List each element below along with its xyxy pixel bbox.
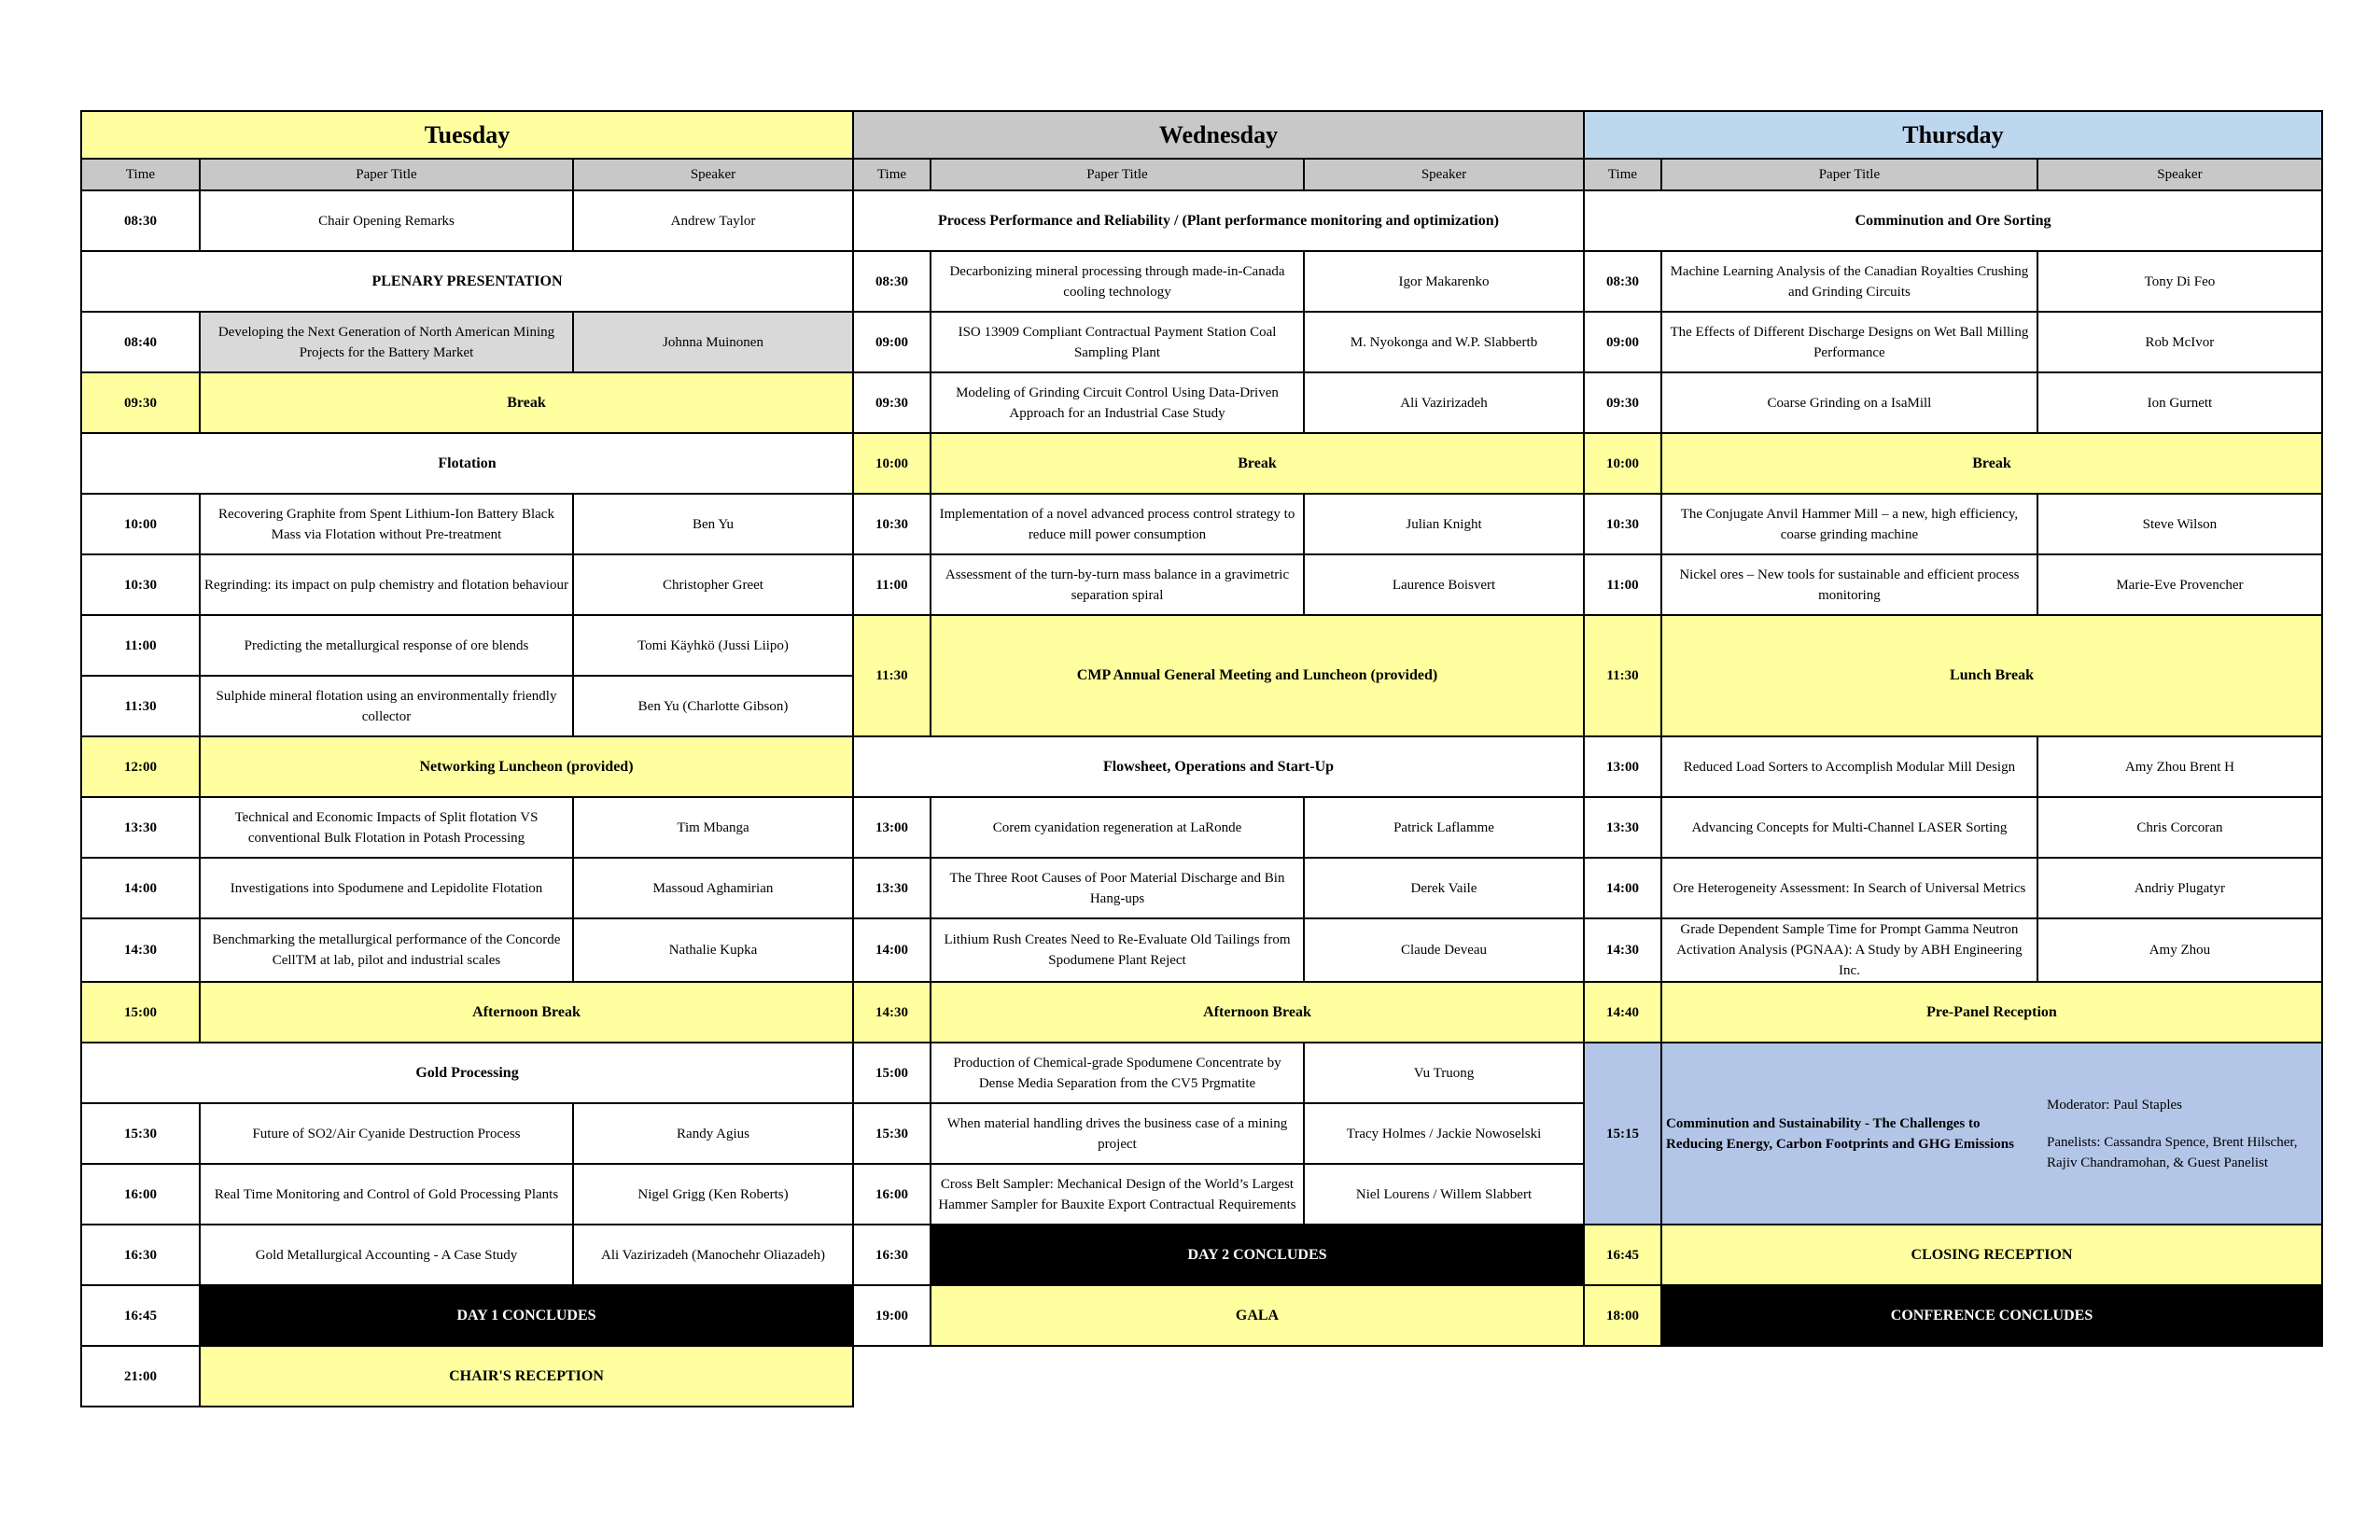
- paper-title: Real Time Monitoring and Control of Gold Processing Plants: [200, 1164, 573, 1225]
- speaker: Nigel Grigg (Ken Roberts): [573, 1164, 853, 1225]
- session-time: 09:30: [1584, 372, 1661, 433]
- closing-reception: CLOSING RECEPTION: [1661, 1225, 2322, 1285]
- session-time: 15:15: [1584, 1043, 1661, 1225]
- speaker: M. Nyokonga and W.P. Slabbertb: [1304, 312, 1584, 372]
- paper-title: Technical and Economic Impacts of Split flotation VS conventional Bulk Flotation in Potash Processing: [200, 797, 573, 858]
- day-wednesday: Wednesday: [853, 111, 1584, 159]
- speaker: Steve Wilson: [2037, 494, 2322, 554]
- session-time: 11:00: [853, 554, 931, 615]
- col-speaker: Speaker: [1304, 159, 1584, 190]
- col-speaker: Speaker: [573, 159, 853, 190]
- session-time: 08:40: [81, 312, 200, 372]
- paper-title: Sulphide mineral flotation using an environmentally friendly collector: [200, 676, 573, 736]
- table-row: [81, 858, 2322, 918]
- speaker: Amy Zhou: [2037, 918, 2322, 982]
- session-time: 13:00: [853, 797, 931, 858]
- table-row: [81, 797, 2322, 858]
- session-time: 12:00: [81, 736, 200, 797]
- speaker: Ion Gurnett: [2037, 372, 2322, 433]
- chairs-reception: CHAIR'S RECEPTION: [200, 1346, 853, 1407]
- session-time: 14:30: [853, 982, 931, 1043]
- speaker: Christopher Greet: [573, 554, 853, 615]
- schedule-table: [80, 110, 2323, 1407]
- session-time: 19:00: [853, 1285, 931, 1346]
- table-row: [81, 1225, 2322, 1285]
- panel-session: [1661, 1043, 2322, 1225]
- session-time: 15:30: [853, 1103, 931, 1164]
- col-speaker: Speaker: [2037, 159, 2322, 190]
- table-row: [81, 982, 2322, 1043]
- session-time: 14:40: [1584, 982, 1661, 1043]
- col-paper-title: Paper Title: [931, 159, 1304, 190]
- speaker: Tomi Käyhkö (Jussi Liipo): [573, 615, 853, 676]
- paper-title: Cross Belt Sampler: Mechanical Design of the World’s Largest Hammer Sampler for Bauxite Export Contractual Requirements: [931, 1164, 1304, 1225]
- lunch-break: Lunch Break: [1661, 615, 2322, 736]
- session-time: 10:30: [853, 494, 931, 554]
- speaker: Andrew Taylor: [573, 190, 853, 251]
- networking-luncheon: Networking Luncheon (provided): [200, 736, 853, 797]
- speaker: Johnna Muinonen: [573, 312, 853, 372]
- session-time: 13:30: [81, 797, 200, 858]
- table-row: [81, 190, 2322, 251]
- panel-title: Comminution and Sustainability - The Challenges to Reducing Energy, Carbon Footprints and GHG Emissions: [1666, 1115, 2014, 1152]
- paper-title: When material handling drives the business case of a mining project: [931, 1103, 1304, 1164]
- table-row: [81, 615, 2322, 676]
- day-1-concludes: DAY 1 CONCLUDES: [200, 1285, 853, 1346]
- paper-title: Future of SO2/Air Cyanide Destruction Process: [200, 1103, 573, 1164]
- paper-title: Benchmarking the metallurgical performance of the Concorde CellTM at lab, pilot and industrial scales: [200, 918, 573, 982]
- speaker: Tracy Holmes / Jackie Nowoselski: [1304, 1103, 1584, 1164]
- speaker: Laurence Boisvert: [1304, 554, 1584, 615]
- speaker: Ali Vazirizadeh: [1304, 372, 1584, 433]
- session-time: 09:00: [853, 312, 931, 372]
- speaker: Claude Deveau: [1304, 918, 1584, 982]
- table-row: [81, 736, 2322, 797]
- agm-luncheon: CMP Annual General Meeting and Luncheon (provided): [931, 615, 1584, 736]
- session-time: 10:00: [853, 433, 931, 494]
- speaker: Derek Vaile: [1304, 858, 1584, 918]
- session-time: 09:00: [1584, 312, 1661, 372]
- panel-panelists: Panelists: Cassandra Spence, Brent Hilscher, Rajiv Chandramohan, & Guest Panelist: [2047, 1134, 2298, 1170]
- speaker: Julian Knight: [1304, 494, 1584, 554]
- panel-moderator: Moderator: Paul Staples: [2047, 1097, 2182, 1113]
- session-time: 13:30: [1584, 797, 1661, 858]
- col-time: Time: [81, 159, 200, 190]
- session-time: 14:00: [81, 858, 200, 918]
- session-time: 09:30: [81, 372, 200, 433]
- blank-cell: [853, 1346, 2322, 1407]
- speaker: Vu Truong: [1304, 1043, 1584, 1103]
- table-row: [81, 494, 2322, 554]
- session-time: 08:30: [853, 251, 931, 312]
- session-time: 16:45: [81, 1285, 200, 1346]
- speaker: Ali Vazirizadeh (Manochehr Oliazadeh): [573, 1225, 853, 1285]
- day-thursday: Thursday: [1584, 111, 2322, 159]
- session-heading: PLENARY PRESENTATION: [81, 251, 853, 312]
- speaker: Rob McIvor: [2037, 312, 2322, 372]
- session-time: 16:30: [81, 1225, 200, 1285]
- paper-title: Grade Dependent Sample Time for Prompt Gamma Neutron Activation Analysis (PGNAA): A Study by ABH Engineering Inc.: [1661, 918, 2037, 982]
- paper-title: Gold Metallurgical Accounting - A Case Study: [200, 1225, 573, 1285]
- col-paper-title: Paper Title: [1661, 159, 2037, 190]
- session-time: 11:30: [853, 615, 931, 736]
- table-row: [81, 372, 2322, 433]
- session-time: 10:00: [1584, 433, 1661, 494]
- paper-title: Investigations into Spodumene and Lepidolite Flotation: [200, 858, 573, 918]
- paper-title: Production of Chemical-grade Spodumene Concentrate by Dense Media Separation from the CV5 Prgmatite: [931, 1043, 1304, 1103]
- break-label: Break: [200, 372, 853, 433]
- conference-concludes: CONFERENCE CONCLUDES: [1661, 1285, 2322, 1346]
- table-row: [81, 554, 2322, 615]
- session-time: 08:30: [1584, 251, 1661, 312]
- paper-title: Recovering Graphite from Spent Lithium-Ion Battery Black Mass via Flotation without Pre-treatment: [200, 494, 573, 554]
- table-row: [81, 918, 2322, 982]
- session-heading: Comminution and Ore Sorting: [1584, 190, 2322, 251]
- session-time: 16:30: [853, 1225, 931, 1285]
- session-time: 10:30: [1584, 494, 1661, 554]
- speaker: Marie-Eve Provencher: [2037, 554, 2322, 615]
- table-row: [81, 312, 2322, 372]
- session-time: 11:30: [81, 676, 200, 736]
- session-time: 15:00: [81, 982, 200, 1043]
- paper-title: Regrinding: its impact on pulp chemistry and flotation behaviour: [200, 554, 573, 615]
- session-time: 11:00: [81, 615, 200, 676]
- col-time: Time: [853, 159, 931, 190]
- session-time: 11:30: [1584, 615, 1661, 736]
- paper-title: Assessment of the turn-by-turn mass balance in a gravimetric separation spiral: [931, 554, 1304, 615]
- session-time: 14:00: [853, 918, 931, 982]
- session-time: 10:00: [81, 494, 200, 554]
- session-time: 13:00: [1584, 736, 1661, 797]
- paper-title: Ore Heterogeneity Assessment: In Search of Universal Metrics: [1661, 858, 2037, 918]
- day-header-row: [81, 111, 2322, 159]
- break-label: Afternoon Break: [931, 982, 1584, 1043]
- session-time: 13:30: [853, 858, 931, 918]
- table-row: [81, 251, 2322, 312]
- panel-people: [2047, 1095, 2317, 1173]
- paper-title: The Effects of Different Discharge Designs on Wet Ball Milling Performance: [1661, 312, 2037, 372]
- speaker: Chris Corcoran: [2037, 797, 2322, 858]
- session-time: 16:45: [1584, 1225, 1661, 1285]
- speaker: Amy Zhou Brent H: [2037, 736, 2322, 797]
- break-label: Break: [1661, 433, 2322, 494]
- panel-content: [1666, 1095, 2317, 1173]
- table-row: [81, 433, 2322, 494]
- paper-title: Advancing Concepts for Multi-Channel LASER Sorting: [1661, 797, 2037, 858]
- speaker: Tony Di Feo: [2037, 251, 2322, 312]
- break-label: Afternoon Break: [200, 982, 853, 1043]
- day-tuesday: Tuesday: [81, 111, 853, 159]
- speaker: Nathalie Kupka: [573, 918, 853, 982]
- session-heading: Gold Processing: [81, 1043, 853, 1103]
- session-time: 09:30: [853, 372, 931, 433]
- session-time: 18:00: [1584, 1285, 1661, 1346]
- pre-panel-reception: Pre-Panel Reception: [1661, 982, 2322, 1043]
- table-row: [81, 1043, 2322, 1103]
- paper-title: Lithium Rush Creates Need to Re-Evaluate Old Tailings from Spodumene Plant Reject: [931, 918, 1304, 982]
- gala: GALA: [931, 1285, 1584, 1346]
- paper-title: Nickel ores – New tools for sustainable and efficient process monitoring: [1661, 554, 2037, 615]
- paper-title: The Conjugate Anvil Hammer Mill – a new, high efficiency, coarse grinding machine: [1661, 494, 2037, 554]
- paper-title: Chair Opening Remarks: [200, 190, 573, 251]
- speaker: Tim Mbanga: [573, 797, 853, 858]
- paper-title: Coarse Grinding on a IsaMill: [1661, 372, 2037, 433]
- speaker: Ben Yu: [573, 494, 853, 554]
- column-header-row: [81, 159, 2322, 190]
- col-paper-title: Paper Title: [200, 159, 573, 190]
- session-time: 10:30: [81, 554, 200, 615]
- session-time: 14:00: [1584, 858, 1661, 918]
- paper-title: Implementation of a novel advanced process control strategy to reduce mill power consumption: [931, 494, 1304, 554]
- paper-title: Predicting the metallurgical response of ore blends: [200, 615, 573, 676]
- paper-title: Corem cyanidation regeneration at LaRonde: [931, 797, 1304, 858]
- day-2-concludes: DAY 2 CONCLUDES: [931, 1225, 1584, 1285]
- paper-title: The Three Root Causes of Poor Material Discharge and Bin Hang-ups: [931, 858, 1304, 918]
- table-row: [81, 1285, 2322, 1346]
- paper-title: ISO 13909 Compliant Contractual Payment Station Coal Sampling Plant: [931, 312, 1304, 372]
- session-time: 16:00: [853, 1164, 931, 1225]
- paper-title: Reduced Load Sorters to Accomplish Modular Mill Design: [1661, 736, 2037, 797]
- session-time: 21:00: [81, 1346, 200, 1407]
- paper-title: Decarbonizing mineral processing through made-in-Canada cooling technology: [931, 251, 1304, 312]
- paper-title: Modeling of Grinding Circuit Control Using Data-Driven Approach for an Industrial Case Study: [931, 372, 1304, 433]
- session-time: 14:30: [1584, 918, 1661, 982]
- paper-title: Machine Learning Analysis of the Canadian Royalties Crushing and Grinding Circuits: [1661, 251, 2037, 312]
- speaker: Andriy Plugatyr: [2037, 858, 2322, 918]
- session-time: 11:00: [1584, 554, 1661, 615]
- speaker: Igor Makarenko: [1304, 251, 1584, 312]
- paper-title: Developing the Next Generation of North American Mining Projects for the Battery Market: [200, 312, 573, 372]
- speaker: Ben Yu (Charlotte Gibson): [573, 676, 853, 736]
- session-heading: Flowsheet, Operations and Start-Up: [853, 736, 1584, 797]
- session-time: 08:30: [81, 190, 200, 251]
- col-time: Time: [1584, 159, 1661, 190]
- session-time: 15:30: [81, 1103, 200, 1164]
- speaker: Patrick Laflamme: [1304, 797, 1584, 858]
- table-row: [81, 1346, 2322, 1407]
- session-heading: Process Performance and Reliability / (Plant performance monitoring and optimization): [853, 190, 1584, 251]
- session-time: 15:00: [853, 1043, 931, 1103]
- session-time: 16:00: [81, 1164, 200, 1225]
- speaker: Randy Agius: [573, 1103, 853, 1164]
- break-label: Break: [931, 433, 1584, 494]
- session-time: 14:30: [81, 918, 200, 982]
- speaker: Massoud Aghamirian: [573, 858, 853, 918]
- speaker: Niel Lourens / Willem Slabbert: [1304, 1164, 1584, 1225]
- session-heading: Flotation: [81, 433, 853, 494]
